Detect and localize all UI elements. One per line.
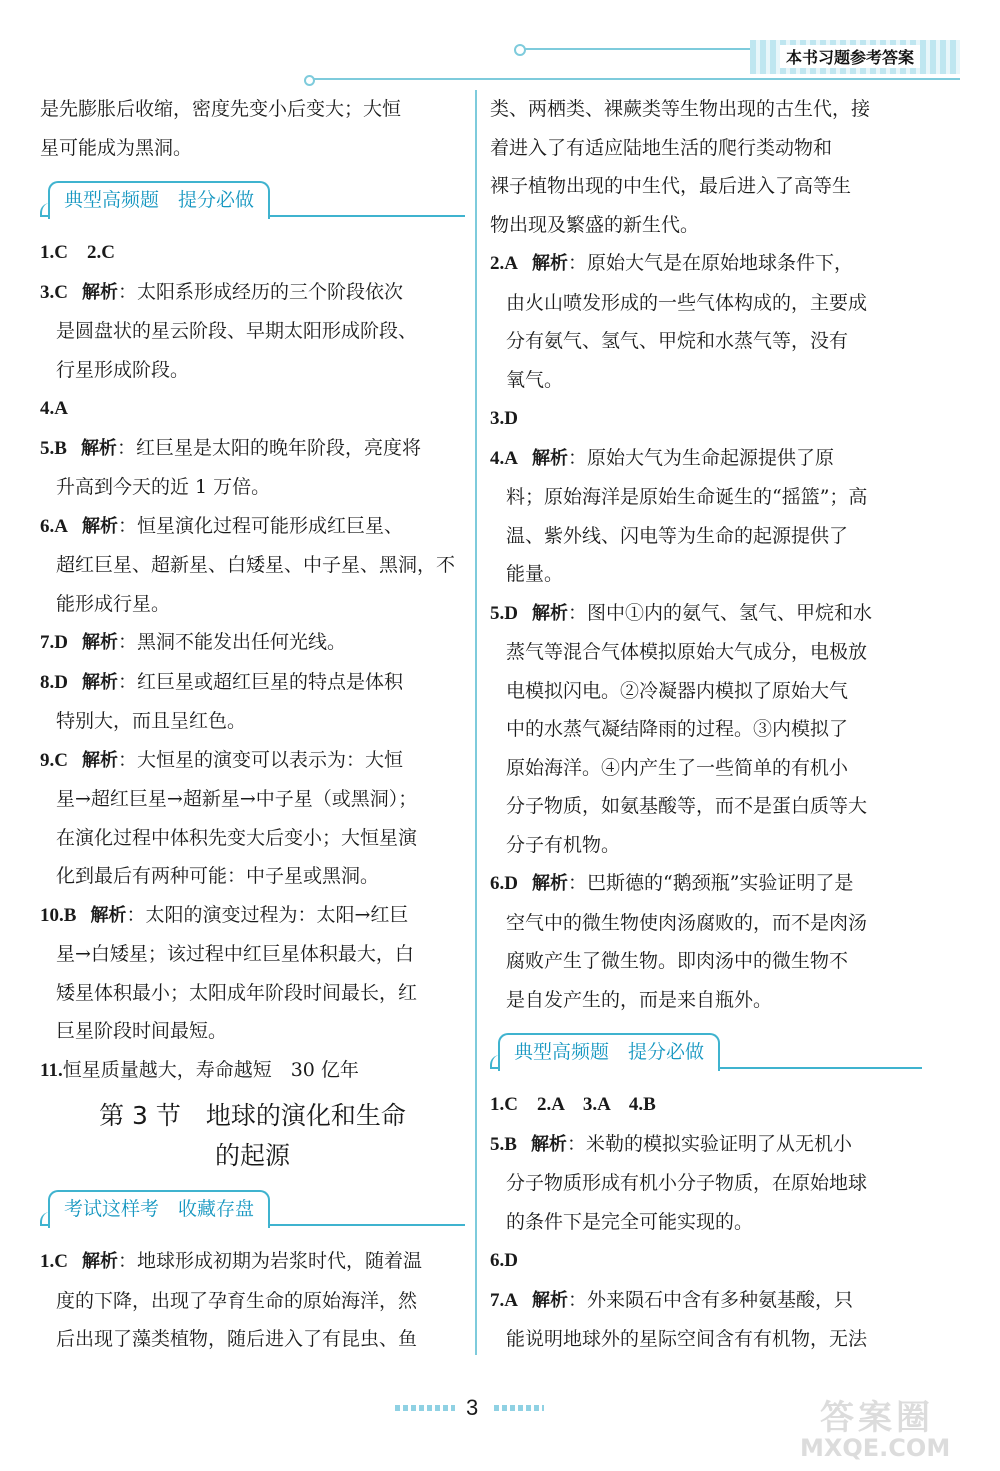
question-number: 1.C 2.A 3.A 4.B	[490, 1094, 656, 1115]
answer-text-line: 升高到今天的近 1 万倍。	[56, 476, 271, 498]
answer-text-line: 特别大，而且呈红色。	[56, 710, 247, 732]
answer-item	[490, 1125, 922, 1242]
question-number: 3.C	[40, 281, 68, 303]
analysis-label: 解析	[81, 281, 118, 303]
banner-label: 典型高频题 提分必做	[48, 181, 270, 219]
watermark-url: MXQE.COM	[800, 1434, 951, 1462]
answer-text-line: 超红巨星、超新星、白矮星、中子星、黑洞，不	[56, 554, 456, 576]
answer-text: 恒星质量越大，寿命越短 30 亿年	[62, 1058, 359, 1081]
question-number: 7.D	[40, 632, 68, 653]
banner-label: 典型高频题 提分必做	[498, 1033, 720, 1071]
question-number: 5.B	[40, 437, 67, 459]
question-number: 6.D	[490, 873, 518, 894]
answer-first-line	[490, 1241, 922, 1281]
answer-item	[490, 1281, 922, 1359]
analysis-label: 解析	[531, 602, 568, 624]
left-intro	[40, 90, 465, 167]
answer-first-line	[490, 1085, 922, 1125]
answer-first-line	[40, 429, 465, 469]
answer-text-line: 星→超红巨星→超新星→中子星（或黑洞）；	[56, 788, 418, 810]
answer-first-line	[490, 399, 922, 439]
answer-first-line	[490, 864, 922, 904]
right-answer-list-1	[490, 244, 922, 1019]
intro-line: 裸子植物出现的中生代，最后进入了高等生	[490, 175, 852, 197]
question-number: 9.C	[40, 749, 68, 771]
question-number: 10.B	[40, 904, 77, 926]
answer-item	[40, 1051, 465, 1091]
answer-first-line	[40, 1051, 465, 1091]
banner-typical-questions-left	[40, 181, 465, 221]
footer-decoration-right	[494, 1405, 544, 1411]
section-title-line-1: 第 3 节 地球的演化和生命	[99, 1101, 406, 1130]
answer-text-line: 度的下降，出现了孕育生命的原始海洋，然	[56, 1289, 418, 1312]
analysis-label: 解析	[531, 253, 568, 274]
intro-line: 是先膨胀后收缩，密度先变小后变大；大恒	[40, 98, 402, 120]
answer-item	[40, 273, 465, 390]
answer-item	[490, 439, 922, 594]
left-answer-list-1	[40, 233, 465, 1090]
answer-text-line: 腐败产生了微生物。即肉汤中的微生物不	[506, 950, 849, 972]
answer-text-line: 蒸气等混合气体模拟原始大气成分，电极放	[506, 641, 868, 663]
analysis-label: 解析	[80, 437, 117, 459]
answer-item	[490, 244, 922, 399]
intro-line: 星可能成为黑洞。	[40, 136, 193, 159]
question-number: 1.C	[40, 1251, 68, 1272]
answer-first-line	[40, 273, 465, 313]
answer-text-line: 温、紫外线、闪电等为生命的起源提供了	[506, 524, 849, 547]
question-number: 8.D	[40, 671, 68, 693]
answer-text-line: 原始海洋。④内产生了一些简单的有机小	[506, 756, 849, 779]
answer-text-line: 后出现了藻类植物，随后进入了有昆虫、鱼	[56, 1328, 418, 1350]
answer-text-line: 由火山喷发形成的一些气体构成的，主要成	[506, 291, 868, 314]
answer-item	[40, 663, 465, 741]
question-number: 1.C 2.C	[40, 242, 115, 263]
answer-item	[40, 741, 465, 896]
question-number: 6.D	[490, 1250, 518, 1271]
left-column	[40, 90, 465, 1359]
analysis-label: 解析	[531, 1289, 568, 1311]
watermark-logo	[800, 1390, 990, 1466]
answer-text: ：黑洞不能发出任何光线。	[117, 631, 346, 653]
answer-text: ：红巨星是太阳的晚年阶段，亮度将	[116, 436, 421, 459]
answer-text: ：外来陨石中含有多种氨基酸，只	[567, 1288, 853, 1311]
answer-item	[40, 623, 465, 663]
question-number: 3.D	[490, 408, 518, 429]
analysis-label: 解析	[531, 447, 568, 469]
answer-first-line	[40, 896, 465, 936]
answer-text-line: 分子物质形成有机小分子物质，在原始地球	[506, 1172, 868, 1194]
answer-text: ：大恒星的演变可以表示为：大恒	[117, 748, 403, 771]
answer-text-line: 能量。	[506, 563, 564, 585]
answer-text: ：巴斯德的“鹅颈瓶”实验证明了是	[567, 872, 854, 894]
answer-text-line: 分子物质，如氨基酸等，而不是蛋白质等大	[506, 795, 868, 817]
question-number: 4.A	[40, 398, 68, 419]
question-number: 2.A	[490, 253, 518, 274]
answer-text: ：太阳的演变过程为：太阳→红巨	[126, 903, 409, 926]
answer-item	[40, 896, 465, 1051]
analysis-label: 解析	[81, 671, 118, 693]
banner-label: 考试这样考 收藏存盘	[48, 1190, 270, 1228]
answer-first-line	[490, 594, 922, 634]
question-number: 11.	[40, 1059, 63, 1081]
answer-first-line	[40, 663, 465, 703]
answer-text: ：原始大气是在原始地球条件下，	[567, 252, 853, 274]
answer-first-line	[490, 439, 922, 479]
answer-first-line	[490, 1125, 922, 1165]
answer-text-line: 矮星体积最小；太阳成年阶段时间最长，红	[56, 981, 418, 1004]
right-answer-list-2	[490, 1085, 922, 1359]
answer-item	[40, 507, 465, 624]
banner-typical-questions-right	[490, 1033, 922, 1073]
analysis-label: 解析	[90, 904, 127, 926]
answer-text: ：红巨星或超红巨星的特点是体积	[117, 670, 403, 693]
answer-text: ：地球形成初期为岩浆时代，随着温	[117, 1250, 422, 1272]
intro-line: 着进入了有适应陆地生活的爬行类动物和	[490, 136, 833, 159]
answer-text-line: 氧气。	[506, 368, 564, 391]
analysis-label: 解析	[81, 1251, 118, 1272]
page-header	[520, 40, 960, 80]
question-number: 5.B	[490, 1133, 517, 1155]
answer-first-line	[40, 623, 465, 663]
section-title	[40, 1096, 465, 1176]
answer-text-line: 在演化过程中体积先变大后变小；大恒星演	[56, 826, 418, 849]
intro-line: 物出现及繁盛的新生代。	[490, 213, 700, 236]
answer-item	[490, 864, 922, 1019]
question-number: 5.D	[490, 602, 518, 624]
answer-text-line: 电模拟闪电。②冷凝器内模拟了原始大气	[506, 679, 849, 702]
answer-item	[40, 389, 465, 429]
analysis-label: 解析	[81, 749, 118, 771]
answer-text: ：图中①内的氨气、氢气、甲烷和水	[567, 601, 872, 624]
footer-decoration-left	[395, 1405, 455, 1411]
header-decoration-line	[520, 48, 750, 50]
answer-item	[40, 233, 465, 273]
answer-first-line	[40, 741, 465, 781]
answer-first-line	[40, 1242, 465, 1282]
question-number: 6.A	[40, 515, 68, 537]
header-label: 本书习题参考答案	[780, 45, 920, 68]
analysis-label: 解析	[81, 515, 118, 537]
analysis-label: 解析	[81, 632, 118, 653]
answer-item	[490, 1085, 922, 1125]
answer-text: ：恒星演化过程可能形成红巨星、	[117, 514, 403, 537]
header-underline	[310, 78, 960, 80]
answer-text: ：太阳系形成经历的三个阶段依次	[117, 280, 403, 303]
answer-text-line: 料；原始海洋是原始生命诞生的“摇篮”；高	[506, 486, 868, 508]
column-divider	[475, 90, 477, 1355]
page-number: 3	[466, 1395, 479, 1420]
banner-exam-style	[40, 1190, 465, 1230]
answer-text-line: 能说明地球外的星际空间含有有机物，无法	[506, 1328, 868, 1350]
answer-text-line: 分子有机物。	[506, 833, 621, 856]
question-number: 4.A	[490, 447, 518, 469]
answer-text-line: 是自发产生的，而是来自瓶外。	[506, 988, 773, 1011]
answer-text-line: 行星形成阶段。	[56, 358, 190, 381]
answer-item	[40, 1242, 465, 1359]
answer-first-line	[40, 389, 465, 429]
answer-text: ：米勒的模拟实验证明了从无机小	[566, 1132, 852, 1155]
section-title-line-2: 的起源	[214, 1141, 290, 1170]
answer-text-line: 是圆盘状的星云阶段、早期太阳形成阶段、	[56, 320, 418, 342]
question-number: 7.A	[490, 1289, 518, 1311]
answer-item	[490, 594, 922, 865]
answer-text-line: 能形成行星。	[56, 592, 171, 615]
answer-text-line: 化到最后有两种可能：中子星或黑洞。	[56, 865, 380, 887]
answer-first-line	[40, 507, 465, 547]
answer-text-line: 星→白矮星；该过程中红巨星体积最大，白	[56, 943, 414, 965]
answer-item	[40, 429, 465, 507]
left-answer-list-2	[40, 1242, 465, 1359]
answer-first-line	[490, 244, 922, 284]
analysis-label: 解析	[531, 873, 568, 894]
watermark-text: 答案圈	[820, 1398, 934, 1438]
answer-text-line: 中的水蒸气凝结降雨的过程。③内模拟了	[506, 718, 849, 740]
answer-text: ：原始大气为生命起源提供了原	[567, 446, 834, 469]
answer-text-line: 的条件下是完全可能实现的。	[506, 1210, 754, 1233]
intro-line: 类、两栖类、裸蕨类等生物出现的古生代，接	[490, 98, 871, 120]
analysis-label: 解析	[530, 1133, 567, 1155]
answer-first-line	[490, 1281, 922, 1321]
answer-item	[490, 1241, 922, 1281]
right-intro	[490, 90, 922, 244]
answer-text-line: 巨星阶段时间最短。	[56, 1020, 228, 1042]
answer-text-line: 空气中的微生物使肉汤腐败的，而不是肉汤	[506, 911, 868, 934]
answer-text-line: 分有氨气、氢气、甲烷和水蒸气等，没有	[506, 330, 849, 352]
answer-item	[490, 399, 922, 439]
right-column	[490, 90, 922, 1359]
answer-first-line	[40, 233, 465, 273]
